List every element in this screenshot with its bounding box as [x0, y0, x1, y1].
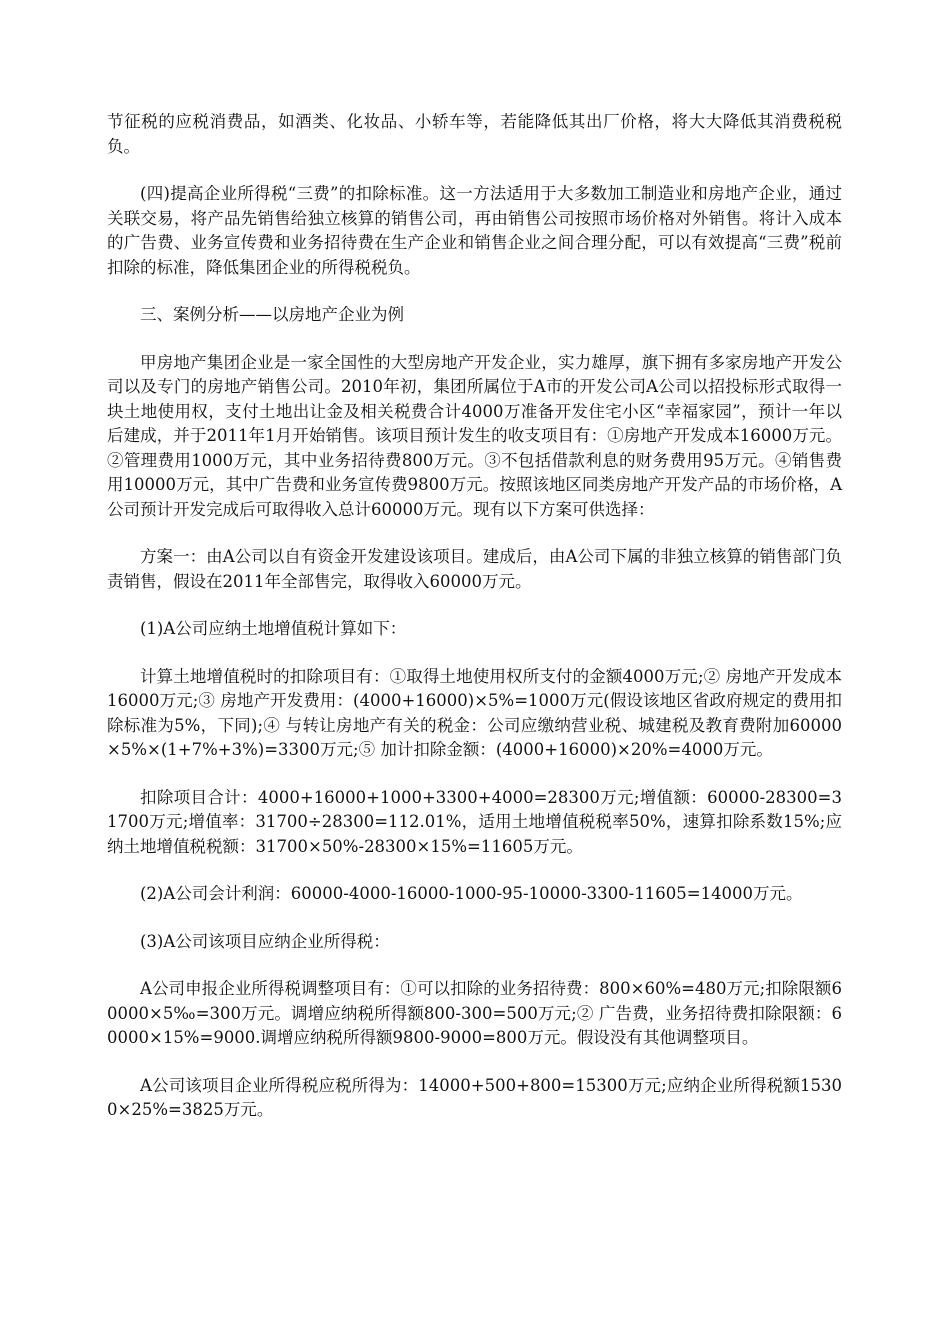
document-body: [107, 110, 842, 1146]
paragraph-consumption-tax-continuation: 节征税的应税消费品，如酒类、化妆品、小轿车等，若能降低其出厂价格，将大大降低其消费税税负。: [107, 112, 842, 156]
paragraph-income-tax-payable: A公司该项目企业所得税应税所得为：14000+500+800=15300万元;应纳企业所得税额15300×25%=3825万元。: [107, 1075, 842, 1119]
paragraph-company-background: 甲房地产集团企业是一家全国性的大型房地产开发企业，实力雄厚，旗下拥有多家房地产开发公司以及专门的房地产销售公司。2010年初，集团所属位于A市的开发公司A公司以招投标形式取得一块土地使用权，支付土地出让金及相关税费合计4000万准备开发住宅小区“幸福家园”，预计一年以后建成，并于2011年1月开始销售。该项目预计发生的收支项目有：①房地产开发成本16000万元。②管理费用1000万元，其中业务招待费800万元。③不包括借款利息的财务费用95万元。④销售费用10000万元，其中广告费和业务宣传费9800万元。按照该地区同类房地产开发产品的市场价格，A公司预计开发完成后可取得收入总计60000万元。现有以下方案可供选择：: [107, 352, 842, 519]
section-heading-case-analysis: 三、案例分析——以房地产企业为例: [140, 305, 404, 324]
paragraph-land-vat-deductions: 计算土地增值税时的扣除项目有：①取得土地使用权所支付的金额4000万元;② 房地产开发成本16000万元;③ 房地产开发费用：(4000+16000)×5%=1000万元(假设该地区省政府规定的费用扣除标准为5%，下同);④ 与转让房地产有关的税金：公司应缴纳营业税、城建税及教育费附加60000×5%×(1+7%+3%)=3300万元;⑤ 加计扣除金额：(4000+16000)×20%=4000万元。: [107, 666, 842, 759]
paragraph-income-tax-heading: (3)A公司该项目应纳企业所得税：: [140, 931, 390, 951]
paragraph-accounting-profit: (2)A公司会计利润：60000-4000-16000-1000-95-10000-3300-11605=14000万元。: [140, 884, 803, 903]
paragraph-income-tax-adjustments: A公司申报企业所得税调整项目有：①可以扣除的业务招待费：800×60%=480万元;扣除限额60000×5‰=300万元。调增应纳税所得额800-300=500万元;② 广告费，业务招待费扣除限额：60000×15%=9000.调增应纳税所得额9800-9000=800万元。假设没有其他调整项目。: [107, 979, 842, 1047]
paragraph-plan-one: 方案一：由A公司以自有资金开发建设该项目。建成后，由A公司下属的非独立核算的销售部门负责销售，假设在2011年全部售完，取得收入60000万元。: [107, 547, 842, 591]
paragraph-land-vat-total: 扣除项目合计：4000+16000+1000+3300+4000=28300万元;增值额：60000-28300=31700万元;增值率：31700÷28300=112.01%，适用土地增值税税率50%，速算扣除系数15%;应纳土地增值税税额：31700×50%-28300×15%=11605万元。: [107, 787, 842, 856]
paragraph-land-vat-heading: (1)A公司应纳土地增值税计算如下：: [140, 619, 407, 638]
paragraph-three-fees-deduction: (四)提高企业所得税“三费”的扣除标准。这一方法适用于大多数加工制造业和房地产企业，通过关联交易，将产品先销售给独立核算的销售公司，再由销售公司按照市场价格对外销售。将计入成本的广告费、业务宣传费和业务招待费在生产企业和销售企业之间合理分配，可以有效提高“三费”税前扣除的标准，降低集团企业的所得税税负。: [107, 184, 842, 277]
